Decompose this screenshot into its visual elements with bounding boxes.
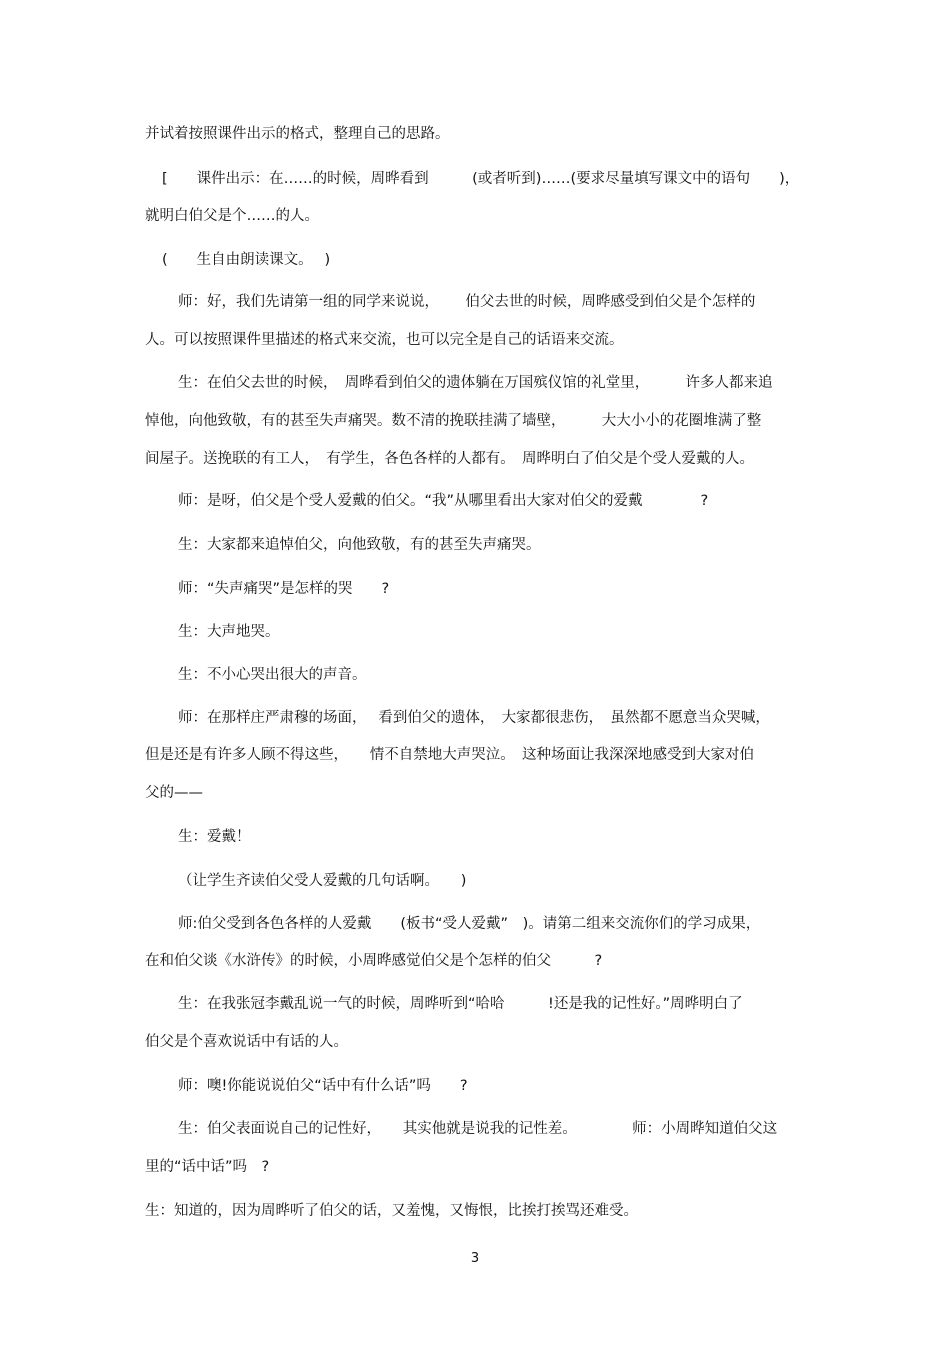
text-line: 伯父是个喜欢说话中有话的人。 — [145, 1034, 348, 1050]
text-line: 师：噢!你能说说伯父“话中有什么话”吗 ? — [178, 1078, 468, 1094]
text-line: 师：是呀，伯父是个受人爱戴的伯父。“我”从哪里看出大家对伯父的爱戴 ? — [178, 493, 709, 509]
page-number: 3 — [470, 1251, 480, 1266]
text-line: 悼他，向他致敬，有的甚至失声痛哭。数不清的挽联挂满了墙壁， 大大小小的花圈堆满了整 — [145, 413, 762, 429]
text-line: 生：伯父表面说自己的记性好， 其实他就是说我的记性差。 师：小周晔知道伯父这 — [178, 1121, 778, 1137]
text-line: 生：在伯父去世的时候， 周晔看到伯父的遗体躺在万国殡仪馆的礼堂里， 许多人都来追 — [178, 375, 773, 391]
text-line: 师：“失声痛哭”是怎样的哭 ? — [178, 581, 390, 597]
text-line: 生：知道的，因为周晔听了伯父的话，又羞愧，又悔恨，比挨打挨骂还难受。 — [145, 1203, 638, 1219]
text-line: 生：大声地哭。 — [178, 624, 280, 640]
text-line: 生：大家都来追悼伯父，向他致敬，有的甚至失声痛哭。 — [178, 537, 541, 553]
text-line: （让学生齐读伯父受人爱戴的几句话啊。 ) — [178, 873, 467, 889]
text-line: 但是还是有许多人顾不得这些， 情不自禁地大声哭泣。 这种场面让我深深地感受到大家对伯 — [145, 747, 754, 763]
text-line: 师：在那样庄严肃穆的场面， 看到伯父的遗体， 大家都很悲伤， 虽然都不愿意当众哭喊， — [178, 710, 770, 726]
text-line: 人。可以按照课件里描述的格式来交流，也可以完全是自己的话语来交流。 — [145, 332, 624, 348]
text-line: 生：爱戴！ — [178, 829, 251, 845]
text-line: [ 课件出示：在……的时候，周晔看到 (或者听到)……(要求尽量填写课文中的语句 )， — [162, 171, 800, 187]
text-line: 父的—— — [145, 785, 203, 801]
text-line: ( 生自由朗读课文。 ) — [162, 252, 331, 268]
text-line: 并试着按照课件出示的格式，整理自己的思路。 — [145, 126, 450, 142]
text-line: 里的“话中话”吗 ? — [145, 1159, 270, 1175]
text-line: 师:伯父受到各色各样的人爱戴 (板书“受人爱戴” )。请第二组来交流你们的学习成果， — [178, 916, 761, 932]
text-line: 在和伯父谈《水浒传》的时候，小周晔感觉伯父是个怎样的伯父 ? — [145, 953, 603, 969]
text-line: 间屋子。送挽联的有工人， 有学生，各色各样的人都有。 周晔明白了伯父是个受人爱戴的人。 — [145, 451, 754, 467]
text-line: 师：好，我们先请第一组的同学来说说， 伯父去世的时候，周晔感受到伯父是个怎样的 — [178, 294, 756, 310]
text-line: 生：在我张冠李戴乱说一气的时候，周晔听到“哈哈 !还是我的记性好。”周晔明白了 — [178, 996, 743, 1012]
text-line: 就明白伯父是个……的人。 — [145, 208, 319, 224]
text-line: 生：不小心哭出很大的声音。 — [178, 667, 367, 683]
